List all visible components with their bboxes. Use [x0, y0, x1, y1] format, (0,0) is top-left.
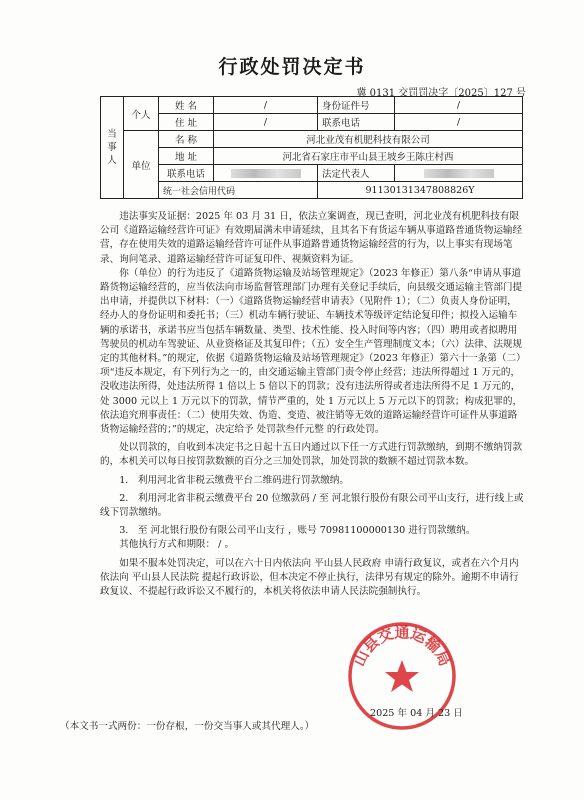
unit-phone-label: 联系电话: [159, 165, 214, 182]
payment-method-3: 3. 至 河北银行股份有限公司平山支行 ，账号 70981100000130 进行罚款缴纳。: [119, 525, 476, 537]
credit-code-value: 91130131347808826Y: [318, 182, 523, 199]
redaction-mark: [231, 169, 301, 178]
phone-value: /: [395, 114, 523, 131]
legal-rep-redacted: [395, 165, 523, 182]
address-value: /: [214, 114, 318, 131]
redaction-mark: [424, 169, 494, 178]
party-section-label: 当 事 人: [101, 97, 124, 199]
unit-label: 单位: [124, 131, 159, 199]
name-value: /: [214, 97, 318, 114]
seal-text: 山县交通运输局: [349, 623, 455, 669]
paragraph-legal-basis: 你（单位）的行为违反了《道路货物运输及站场管理规定》（2023 年修正）第八条“申请从事道路货物运输经营的，应当依法向市场监督管理部门办理有关登记手续后，向县级交通运输主管部门提出申请，并提供以下材料：（一）《道路货物运输经营申请表》（见附件 1）；（二）负责人身份证明，经办人的身份证明和委托书；（三）机动车辆行驶证、车辆技术等级评定结论复印件；拟投入运输车辆的承诺书，承诺书应当包括车辆数量、类型、技术性能、投入时间等内容；（四）聘用或者拟聘用驾驶员的机动车驾驶证、从业资格证及其复印件；（五）安全生产管理制度文本；（六）法律、法规规定的其他材料。”的规定，依据《道路货物运输及站场管理规定》（2023 年修正）第六十一条第（二）项“违反本规定，有下列行为之一的，由交通运输主管部门责令停止经营；违法所得超过 1 万元的，没收违法所得，处违法所得 1 倍以上 5 倍以下的罚款；没有违法所得或者违法所得不足 1 万元的，处 3000 元以上 1 万元以下的罚款，情节严重的，处 1 万元以上 5 万元以下的罚款；构成犯罪的，依法追究刑事责任：（二）使用失效、伪造、变造、被注销等无效的道路运输经营许可证件从事道路货物运输经营的；”的规定，决定给予 处罚款叁仟元整 的行政处罚。: [100, 267, 523, 436]
id-value: /: [395, 97, 523, 114]
credit-code-label: 统一社会信用代码: [159, 182, 318, 199]
name-label: 姓 名: [159, 97, 214, 114]
body-section: [100, 210, 524, 599]
unit-address-value: 河北省石家庄市平山县王坡乡王陈庄村西: [214, 148, 523, 165]
paragraph-violation-facts: 违法事实及证据：2025 年 03 月 31 日，依法立案调查，现已查明，河北业茂有机肥科技有限公司《道路运输经营许可证》有效期届满未申请延续，且其名下有货运车辆从事道路普通货物运输经营，存在使用失效的道路运输经营许可证件从事道路普通货物运输经营的行为，以上事实有现场笔录、询问笔录、道路运输经营许可证复印件、视频资料为证。: [100, 211, 523, 265]
payment-method-2: 2. 利用河北省非税云缴费平台 20 位缴款码 / 至 河北银行股份有限公司平山支行，进行线上或线下罚款缴纳。: [100, 492, 524, 519]
paragraph-payment-deadline: 处以罚款的，自收到本决定书之日起十五日内通过以下任一方式进行罚款缴纳，到期不缴纳罚款的，本机关可以每日按罚款数额的百分之三加处罚款，加处罚款的数额不超过罚款本数。: [100, 442, 523, 468]
unit-address-label: 地 址: [159, 148, 214, 165]
unit-phone-redacted: [214, 165, 318, 182]
phone-label: 联系电话: [318, 114, 395, 131]
page-title: 行政处罚决定书: [218, 56, 366, 78]
legal-rep-label: 法定代表人: [318, 165, 395, 182]
party-info-table: [100, 96, 523, 199]
individual-label: 个人: [124, 97, 159, 131]
id-label: 身份证件号: [318, 97, 395, 114]
document-footer-note: （本文书一式两份：一份存根，一份交当事人或其代理人。）: [60, 721, 315, 732]
document-number: 冀 0131 交罚罚决字〔2025〕127 号: [356, 88, 526, 99]
paragraph-appeal-rights: 如果不服本处罚决定，可以在六十日内依法向 平山县人民政府 申请行政复议，或者在六个月内依法向 平山县人民法院 提起行政诉讼，但本决定不停止执行，法律另有规定的除外。逾期不申请行政复议、不提起行政诉讼又不履行的，本机关将依法申请人民法院强制执行。: [100, 557, 519, 598]
other-execution: 其他执行方式和期限： / 。: [119, 539, 235, 551]
unit-name-label: 名 称: [159, 131, 214, 148]
payment-method-1: 1. 利用河北省非税云缴费平台二维码进行罚款缴纳。: [119, 474, 349, 486]
address-label: 住 址: [159, 114, 214, 131]
unit-name-value: 河北业茂有机肥科技有限公司: [214, 131, 523, 148]
decision-date: 2025 年 04 月 23 日: [370, 708, 463, 719]
